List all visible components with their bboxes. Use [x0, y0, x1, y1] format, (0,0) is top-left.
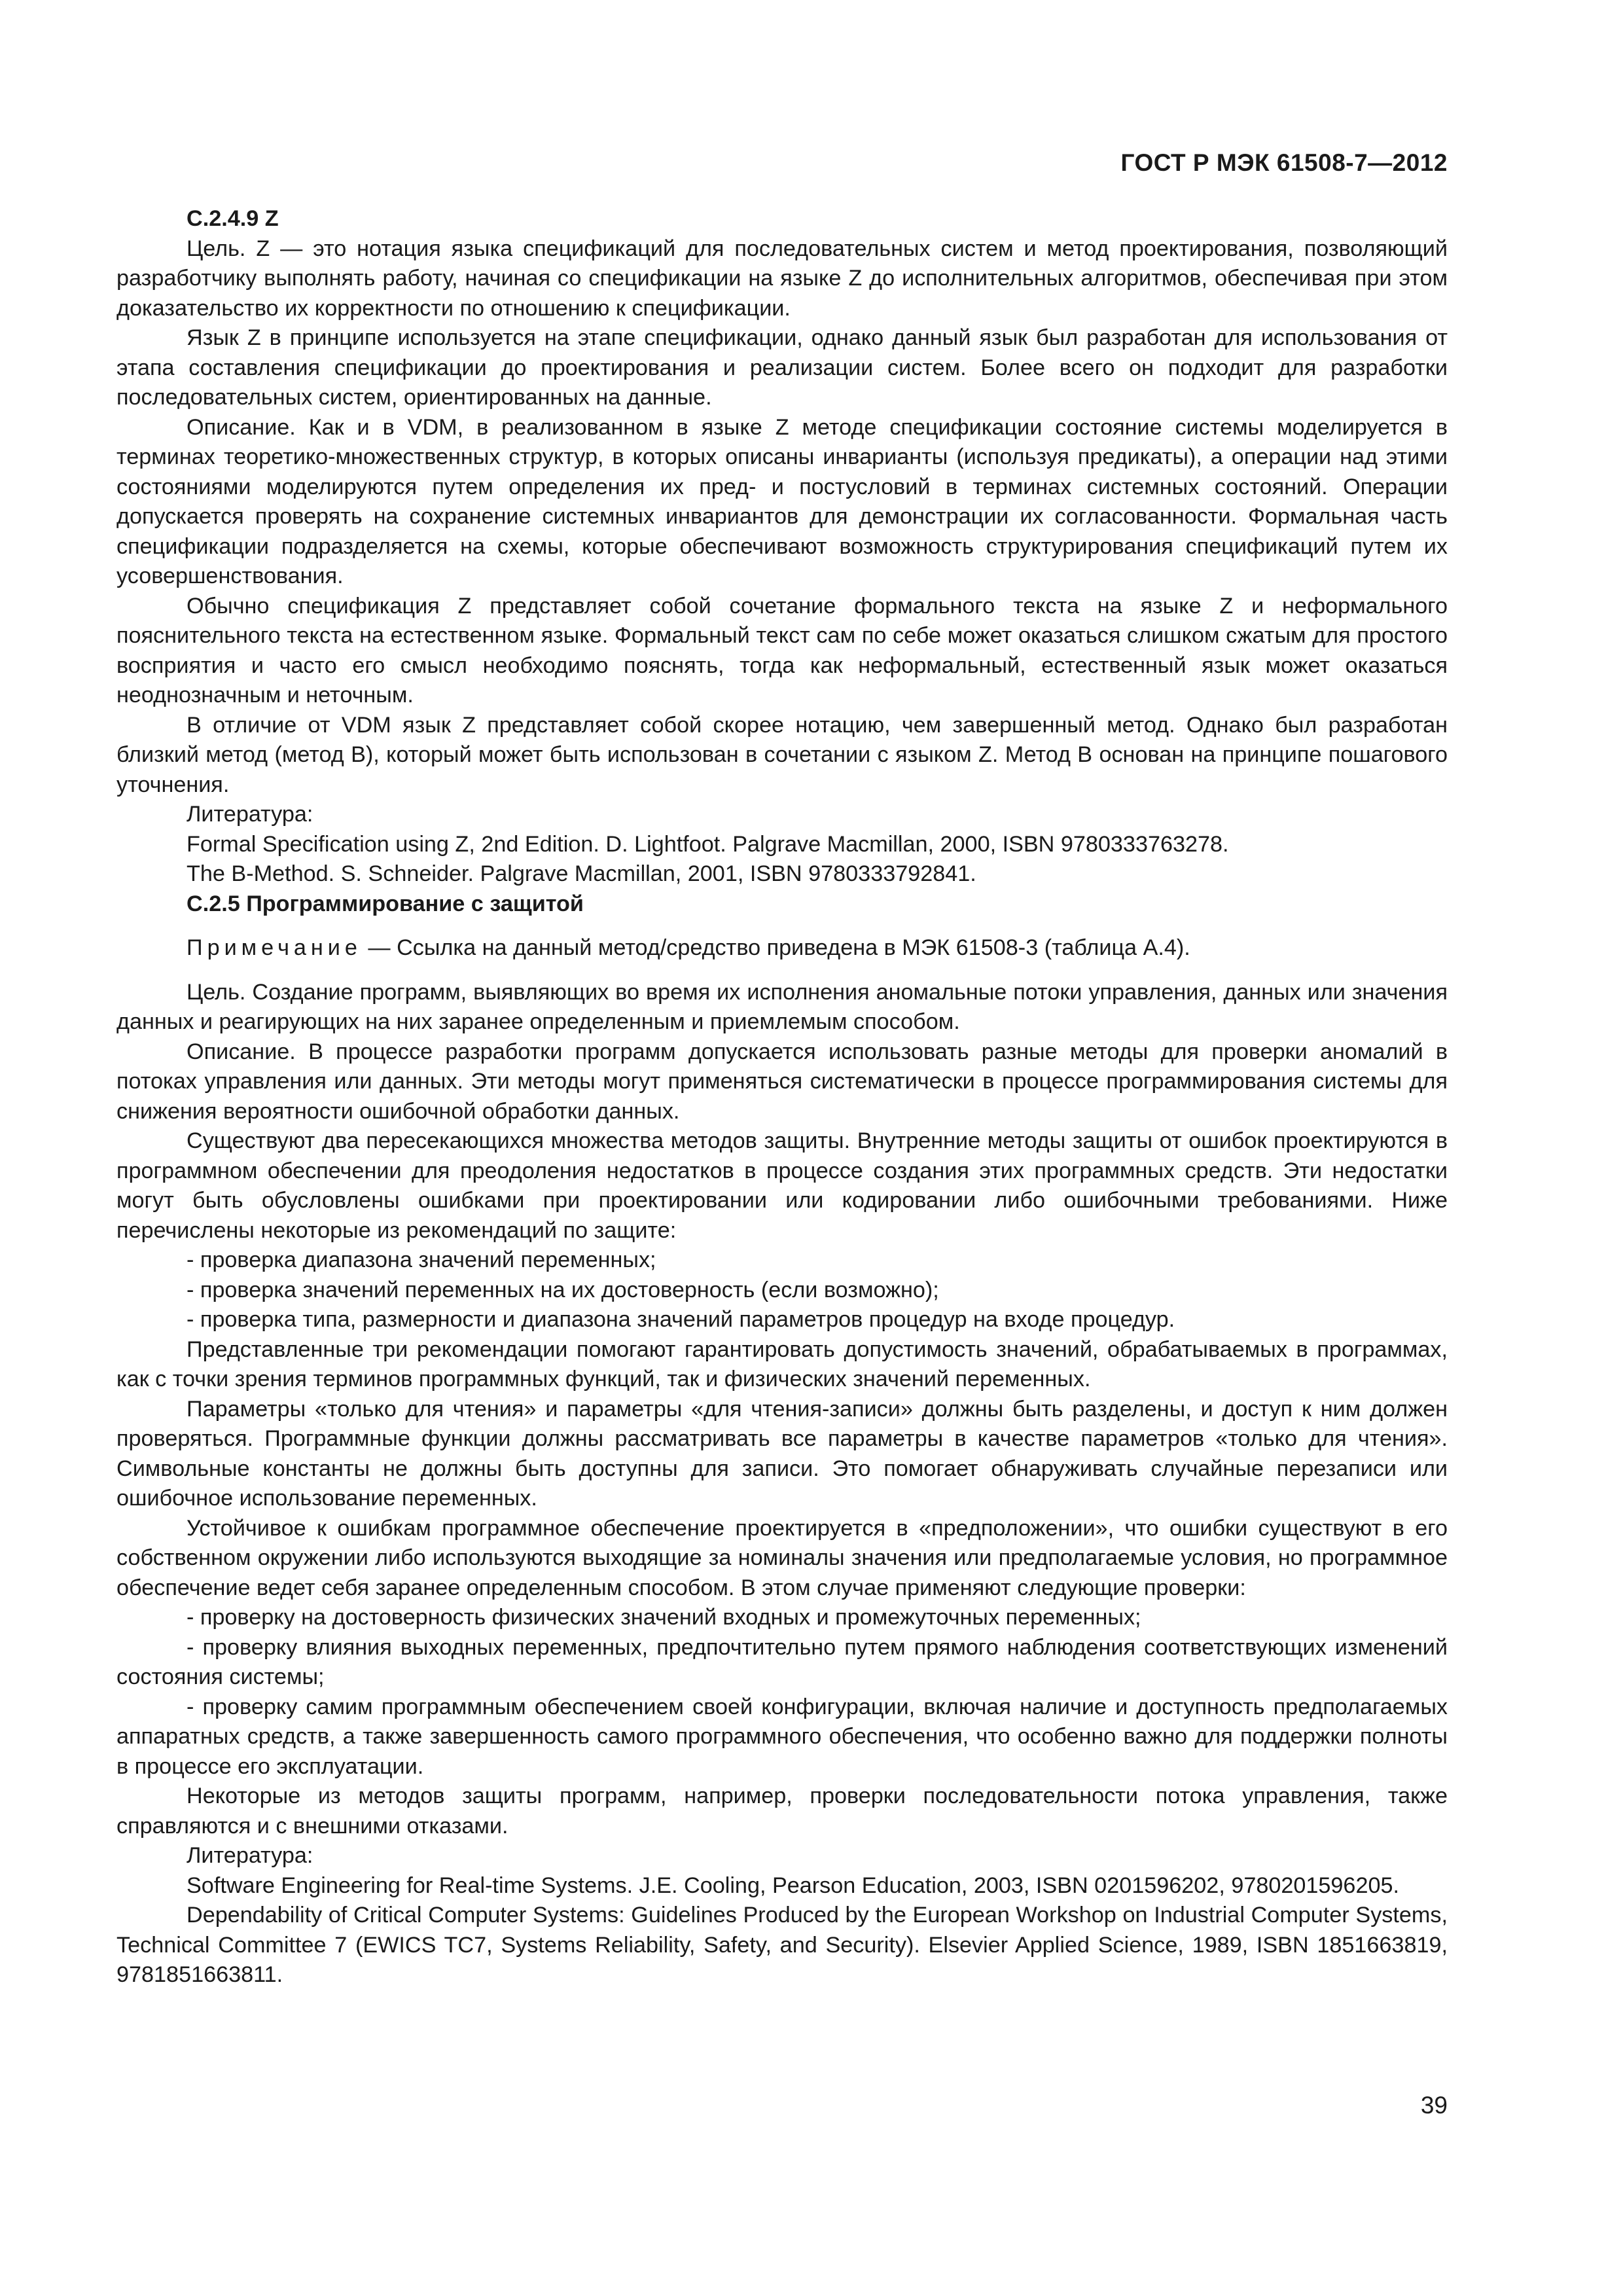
body-paragraph: - проверку самим программным обеспечением своей конфигурации, включая наличие и доступность предполагаемых аппаратных средств, а также завершенность самого программного обеспечения, что особенно важно для поддержки полноты в процессе его эксплуатации.: [116, 1694, 1448, 1779]
body-paragraph: Язык Z в принципе используется на этапе спецификации, однако данный язык был разработан для использования от этапа составления спецификации до проектирования и реализации систем. Более всего он подходит для разработки последовательных систем, ориентированных на данные.: [116, 325, 1448, 410]
section-heading: С.2.4.9 Z: [187, 206, 279, 231]
reference-entry: Software Engineering for Real-time Systems. J.E. Cooling, Pearson Education, 2003, ISBN 0201596202, 9780201596205.: [187, 1873, 1399, 1898]
body-paragraph: - проверку влияния выходных переменных, предпочтительно путем прямого наблюдения соответствующих изменений состояния системы;: [116, 1634, 1448, 1689]
section-heading: С.2.5 Программирование с защитой: [187, 891, 584, 916]
body-paragraph: Литература:: [187, 1843, 313, 1868]
body-paragraph: Устойчивое к ошибкам программное обеспечение проектируется в «предположении», что ошибки существуют в его собственном окружении либо используются выходящие за номиналы значения или предполагаемые условия, но программное обеспечение ведет себя заранее определенным способом. В этом случае применяют следующие проверки:: [116, 1515, 1448, 1600]
body-paragraph: Цель. Создание программ, выявляющих во время их исполнения аномальные потоки управления, данных или значения данных и реагирующих на них заранее определенным и приемлемым способом.: [116, 979, 1448, 1034]
page-number: 39: [1420, 2092, 1448, 2119]
body-paragraph: - проверка диапазона значений переменных;: [187, 1247, 656, 1272]
reference-entry: Formal Specification using Z, 2nd Edition. D. Lightfoot. Palgrave Macmillan, 2000, ISBN 9780333763278.: [187, 831, 1229, 857]
note-paragraph: [116, 933, 1448, 963]
body-paragraph: В отличие от VDM язык Z представляет собой скорее нотацию, чем завершенный метод. Однако был разработан близкий метод (метод В), который может быть использован в сочетании с языком Z. Метод В основан на принципе пошагового уточнения.: [116, 712, 1448, 797]
body-paragraph: Описание. Как и в VDM, в реализованном в языке Z методе спецификации состояние системы моделируется в терминах теоретико-множественных структур, в которых описаны инварианты (используя предикаты), а операции над этими состояниями моделируются путем определения их пред- и постусловий в терминах системных состояний. Операции допускается проверять на сохранение системных инвариантов для демонстрации их согласованности. Формальная часть спецификации подразделяется на схемы, которые обеспечивают возможность структурирования спецификаций путем их усовершенствования.: [116, 414, 1448, 588]
body-paragraph: - проверка типа, размерности и диапазона значений параметров процедур на входе процедур.: [187, 1307, 1175, 1332]
reference-entry: The B-Method. S. Schneider. Palgrave Macmillan, 2001, ISBN 9780333792841.: [187, 861, 976, 886]
body-paragraph: Цель. Z — это нотация языка спецификаций для последовательных систем и метод проектирования, позволяющий разработчику выполнять работу, начиная со спецификации на языке Z до исполнительных алгоритмов, обеспечивая при этом доказательство их корректности по отношению к спецификации.: [116, 236, 1448, 321]
document-standard-id: ГОСТ Р МЭК 61508-7—2012: [1120, 149, 1448, 176]
body-paragraph: Некоторые из методов защиты программ, например, проверки последовательности потока управления, также справляются и с внешними отказами.: [116, 1784, 1448, 1839]
reference-entry: Dependability of Critical Computer Systems: Guidelines Produced by the European Workshop on Industrial Computer Systems, Technical Committee 7 (EWICS TC7, Systems Reliability, Safety, and Security). Elsevier Applied Science, 1989, ISBN 1851663819, 9781851663811.: [116, 1903, 1448, 1987]
body-paragraph: Представленные три рекомендации помогают гарантировать допустимость значений, обрабатываемых в программах, как с точки зрения терминов программных функций, так и физических значений переменных.: [116, 1336, 1448, 1391]
note-text: — Ссылка на данный метод/средство приведена в МЭК 61508-3 (таблица А.4).: [361, 935, 1190, 960]
body-paragraph: Параметры «только для чтения» и параметры «для чтения-записи» должны быть разделены, и доступ к ним должен проверяться. Программные функции должны рассматривать все параметры в качестве параметров «только для чтения». Символьные константы не должны быть доступны для записи. Это помогает обнаруживать случайные перезаписи или ошибочное использование переменных.: [116, 1396, 1448, 1511]
body-paragraph: Обычно спецификация Z представляет собой сочетание формального текста на языке Z и неформального пояснительного текста на естественном языке. Формальный текст сам по себе может оказаться слишком сжатым для простого восприятия и часто его смысл необходимо пояснять, тогда как неформальный, естественный язык может оказаться неоднозначным и неточным.: [116, 593, 1448, 708]
body-paragraph: Существуют два пересекающихся множества методов защиты. Внутренние методы защиты от ошибок проектируются в программном обеспечении для преодоления недостатков в процессе создания этих программных средств. Эти недостатки могут быть обусловлены ошибками при проектировании или кодировании либо ошибочными требованиями. Ниже перечислены некоторые из рекомендаций по защите:: [116, 1128, 1448, 1243]
document-body: [116, 204, 1448, 1990]
note-label: Примечание: [187, 935, 362, 960]
body-paragraph: - проверку на достоверность физических значений входных и промежуточных переменных;: [187, 1605, 1141, 1630]
body-paragraph: Литература:: [187, 802, 313, 827]
body-paragraph: Описание. В процессе разработки программ допускается использовать разные методы для проверки аномалий в потоках управления или данных. Эти методы могут применяться систематически в процессе программирования системы для снижения вероятности ошибочной обработки данных.: [116, 1039, 1448, 1124]
body-paragraph: - проверка значений переменных на их достоверность (если возможно);: [187, 1277, 939, 1302]
